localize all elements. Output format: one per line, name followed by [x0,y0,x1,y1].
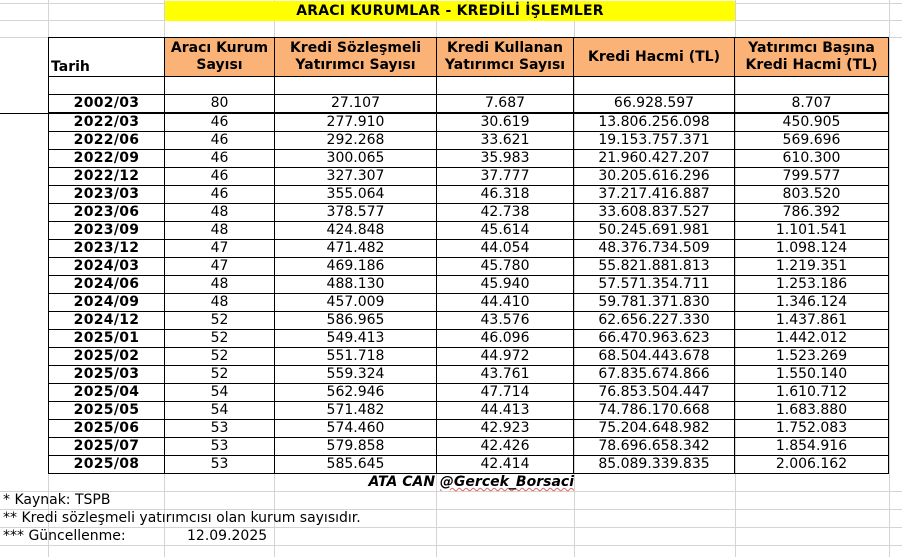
empty-cell[interactable] [165,77,275,95]
header-row [49,38,889,77]
header-credit-volume[interactable]: Kredi Hacmi (TL) [574,38,735,77]
cell-brokers[interactable]: 46 [165,113,275,132]
note-brokers-definition: ** Kredi sözleşmeli yatırımcısı olan kurum sayısıdır. [3,510,361,526]
cell-volume-per-investor[interactable]: 1.550.140 [735,366,889,384]
cell-brokers[interactable]: 53 [165,456,275,474]
cell-date[interactable]: 2025/08 [49,456,165,474]
cell-brokers[interactable]: 46 [165,150,275,168]
cell-date[interactable]: 2025/06 [49,420,165,438]
cell-date[interactable]: 2023/06 [49,204,165,222]
cell-contract-investors[interactable]: 277.910 [275,113,437,132]
cell-contract-investors[interactable]: 424.848 [275,222,437,240]
table-row [49,312,889,330]
cell-credit-users[interactable]: 43.761 [437,366,574,384]
cell-credit-users[interactable]: 44.972 [437,348,574,366]
empty-cell[interactable] [735,77,889,95]
cell-date[interactable]: 2022/03 [49,113,165,132]
cell-credit-volume[interactable]: 68.504.443.678 [574,348,735,366]
cell-brokers[interactable]: 53 [165,420,275,438]
cell-credit-volume[interactable]: 59.781.371.830 [574,294,735,312]
cell-brokers[interactable]: 52 [165,348,275,366]
cell-credit-volume[interactable]: 33.608.837.527 [574,204,735,222]
empty-cell[interactable] [574,77,735,95]
cell-date[interactable]: 2022/06 [49,132,165,150]
cell-date[interactable]: 2024/09 [49,294,165,312]
cell-contract-investors[interactable]: 378.577 [275,204,437,222]
cell-credit-users[interactable]: 42.426 [437,438,574,456]
cell-brokers[interactable]: 54 [165,384,275,402]
cell-brokers[interactable]: 46 [165,132,275,150]
row-divider [0,113,48,114]
cell-contract-investors[interactable]: 585.645 [275,456,437,474]
cell-volume-per-investor[interactable]: 1.253.186 [735,276,889,294]
cell-contract-investors[interactable]: 574.460 [275,420,437,438]
cell-credit-users[interactable]: 47.714 [437,384,574,402]
table-row [49,348,889,366]
cell-credit-users[interactable]: 46.318 [437,186,574,204]
cell-brokers[interactable]: 53 [165,438,275,456]
cell-volume-per-investor[interactable]: 803.520 [735,186,889,204]
cell-credit-users[interactable]: 46.096 [437,330,574,348]
baseline-row [49,95,889,114]
cell-credit-users[interactable]: 42.414 [437,456,574,474]
cell-contract-investors[interactable]: 559.324 [275,366,437,384]
cell-credit-users[interactable]: 42.738 [437,204,574,222]
empty-cell[interactable] [437,77,574,95]
cell-brokers[interactable]: 46 [165,186,275,204]
table-row [49,276,889,294]
cell-contract-investors[interactable]: 551.718 [275,348,437,366]
cell-credit-volume[interactable]: 76.853.504.447 [574,384,735,402]
cell-date[interactable]: 2025/05 [49,402,165,420]
cell-credit-volume[interactable]: 13.806.256.098 [574,113,735,132]
cell-volume-per-investor[interactable]: 1.854.916 [735,438,889,456]
cell-date[interactable]: 2025/02 [49,348,165,366]
cell-date[interactable]: 2023/09 [49,222,165,240]
cell-contract-investors[interactable]: 579.858 [275,438,437,456]
cell-date[interactable]: 2025/07 [49,438,165,456]
cell-credit-users[interactable]: 30.619 [437,113,574,132]
cell-credit-users[interactable]: 43.576 [437,312,574,330]
table-row [49,438,889,456]
cell-date[interactable]: 2024/12 [49,312,165,330]
cell-contract-investors[interactable]: 355.064 [275,186,437,204]
cell-brokers[interactable]: 52 [165,366,275,384]
table-row [49,402,889,420]
cell-date[interactable]: 2025/04 [49,384,165,402]
table-row [49,384,889,402]
author-signature [300,474,574,490]
cell-volume-per-investor[interactable]: 1.437.861 [735,312,889,330]
cell-volume-per-investor[interactable]: 1.346.124 [735,294,889,312]
table-row [49,240,889,258]
cell-credit-volume[interactable]: 55.821.881.813 [574,258,735,276]
cell-contract-investors[interactable]: 300.065 [275,150,437,168]
cell-volume-per-investor[interactable]: 450.905 [735,113,889,132]
header-contract-investors[interactable]: Kredi Sözleşmeli Yatırımcı Sayısı [275,38,437,77]
author-name: ATA CAN [368,474,440,490]
cell-date[interactable]: 2025/03 [49,366,165,384]
cell-credit-users[interactable]: 45.780 [437,258,574,276]
empty-cell[interactable] [275,77,437,95]
table-row [49,258,889,276]
cell-volume-per-investor[interactable]: 786.392 [735,204,889,222]
cell-contract-investors[interactable]: 562.946 [275,384,437,402]
cell-contract-investors[interactable]: 469.186 [275,258,437,276]
cell-volume-per-investor[interactable]: 2.006.162 [735,456,889,474]
cell-credit-users[interactable]: 7.687 [437,95,574,114]
cell-volume-per-investor[interactable]: 1.219.351 [735,258,889,276]
cell-credit-volume[interactable]: 62.656.227.330 [574,312,735,330]
cell-credit-volume[interactable]: 19.153.757.371 [574,132,735,150]
table-row [49,132,889,150]
cell-brokers[interactable]: 47 [165,258,275,276]
empty-cell[interactable] [49,77,165,95]
cell-contract-investors[interactable]: 571.482 [275,402,437,420]
cell-date[interactable]: 2023/03 [49,186,165,204]
table-row [49,330,889,348]
cell-date[interactable]: 2025/01 [49,330,165,348]
table-row [49,150,889,168]
cell-credit-users[interactable]: 37.777 [437,168,574,186]
cell-volume-per-investor[interactable]: 8.707 [735,95,889,114]
cell-credit-users[interactable]: 44.413 [437,402,574,420]
header-date[interactable]: Tarih [49,38,165,77]
table-row [49,204,889,222]
cell-brokers[interactable]: 48 [165,204,275,222]
cell-credit-users[interactable]: 44.054 [437,240,574,258]
cell-volume-per-investor[interactable]: 1.610.712 [735,384,889,402]
cell-credit-users[interactable]: 45.940 [437,276,574,294]
cell-contract-investors[interactable]: 327.307 [275,168,437,186]
cell-credit-volume[interactable]: 66.470.963.623 [574,330,735,348]
cell-volume-per-investor[interactable]: 569.696 [735,132,889,150]
cell-credit-volume[interactable]: 57.571.354.711 [574,276,735,294]
credit-transactions-table [48,37,889,474]
header-brokers[interactable]: Aracı Kurum Sayısı [165,38,275,77]
author-handle: @Gercek_Borsaci [439,474,574,490]
cell-brokers[interactable]: 80 [165,95,275,114]
cell-credit-users[interactable]: 42.923 [437,420,574,438]
cell-brokers[interactable]: 48 [165,294,275,312]
gridline [0,545,902,546]
cell-volume-per-investor[interactable]: 1.442.012 [735,330,889,348]
cell-volume-per-investor[interactable]: 1.683.880 [735,402,889,420]
cell-contract-investors[interactable]: 471.482 [275,240,437,258]
sheet-title: ARACI KURUMLAR - KREDİLİ İŞLEMLER [165,1,735,21]
cell-credit-volume[interactable]: 30.205.616.296 [574,168,735,186]
cell-volume-per-investor[interactable]: 1.101.541 [735,222,889,240]
gridline [0,491,902,492]
cell-date[interactable]: 2022/12 [49,168,165,186]
cell-date[interactable]: 2002/03 [49,95,165,114]
table-row [49,294,889,312]
cell-date[interactable]: 2024/03 [49,258,165,276]
cell-credit-volume[interactable]: 37.217.416.887 [574,186,735,204]
cell-credit-volume[interactable]: 75.204.648.982 [574,420,735,438]
cell-contract-investors[interactable]: 549.413 [275,330,437,348]
cell-volume-per-investor[interactable]: 610.300 [735,150,889,168]
cell-brokers[interactable]: 52 [165,330,275,348]
cell-brokers[interactable]: 48 [165,222,275,240]
table-row [49,222,889,240]
cell-brokers[interactable]: 48 [165,276,275,294]
cell-credit-users[interactable]: 33.621 [437,132,574,150]
cell-brokers[interactable]: 46 [165,168,275,186]
cell-date[interactable]: 2023/12 [49,240,165,258]
cell-volume-per-investor[interactable]: 799.577 [735,168,889,186]
gridline [0,527,902,528]
cell-volume-per-investor[interactable]: 1.752.083 [735,420,889,438]
table-row [49,186,889,204]
cell-contract-investors[interactable]: 27.107 [275,95,437,114]
cell-brokers[interactable]: 47 [165,240,275,258]
table-row [49,456,889,474]
note-source: * Kaynak: TSPB [3,492,111,508]
cell-volume-per-investor[interactable]: 1.098.124 [735,240,889,258]
cell-credit-volume[interactable]: 74.786.170.668 [574,402,735,420]
header-credit-users[interactable]: Kredi Kullanan Yatırımcı Sayısı [437,38,574,77]
cell-credit-volume[interactable]: 66.928.597 [574,95,735,114]
note-updated-label: *** Güncellenme: [3,528,126,544]
cell-credit-users[interactable]: 35.983 [437,150,574,168]
empty-row [49,77,889,95]
cell-volume-per-investor[interactable]: 1.523.269 [735,348,889,366]
cell-credit-volume[interactable]: 85.089.339.835 [574,456,735,474]
cell-credit-volume[interactable]: 48.376.734.509 [574,240,735,258]
cell-credit-users[interactable]: 44.410 [437,294,574,312]
update-date: 12.09.2025 [187,528,268,544]
table-row [49,168,889,186]
cell-credit-volume[interactable]: 78.696.658.342 [574,438,735,456]
cell-contract-investors[interactable]: 292.268 [275,132,437,150]
table-row [49,366,889,384]
cell-credit-volume[interactable]: 21.960.427.207 [574,150,735,168]
cell-credit-volume[interactable]: 67.835.674.866 [574,366,735,384]
table-row [49,113,889,132]
cell-brokers[interactable]: 52 [165,312,275,330]
header-volume-per-investor[interactable]: Yatırımcı Başına Kredi Hacmi (TL) [735,38,889,77]
cell-contract-investors[interactable]: 586.965 [275,312,437,330]
cell-date[interactable]: 2022/09 [49,150,165,168]
cell-credit-volume[interactable]: 50.245.691.981 [574,222,735,240]
cell-contract-investors[interactable]: 488.130 [275,276,437,294]
gridline [889,0,890,557]
table-row [49,420,889,438]
cell-date[interactable]: 2024/06 [49,276,165,294]
cell-brokers[interactable]: 54 [165,402,275,420]
cell-credit-users[interactable]: 45.614 [437,222,574,240]
cell-contract-investors[interactable]: 457.009 [275,294,437,312]
